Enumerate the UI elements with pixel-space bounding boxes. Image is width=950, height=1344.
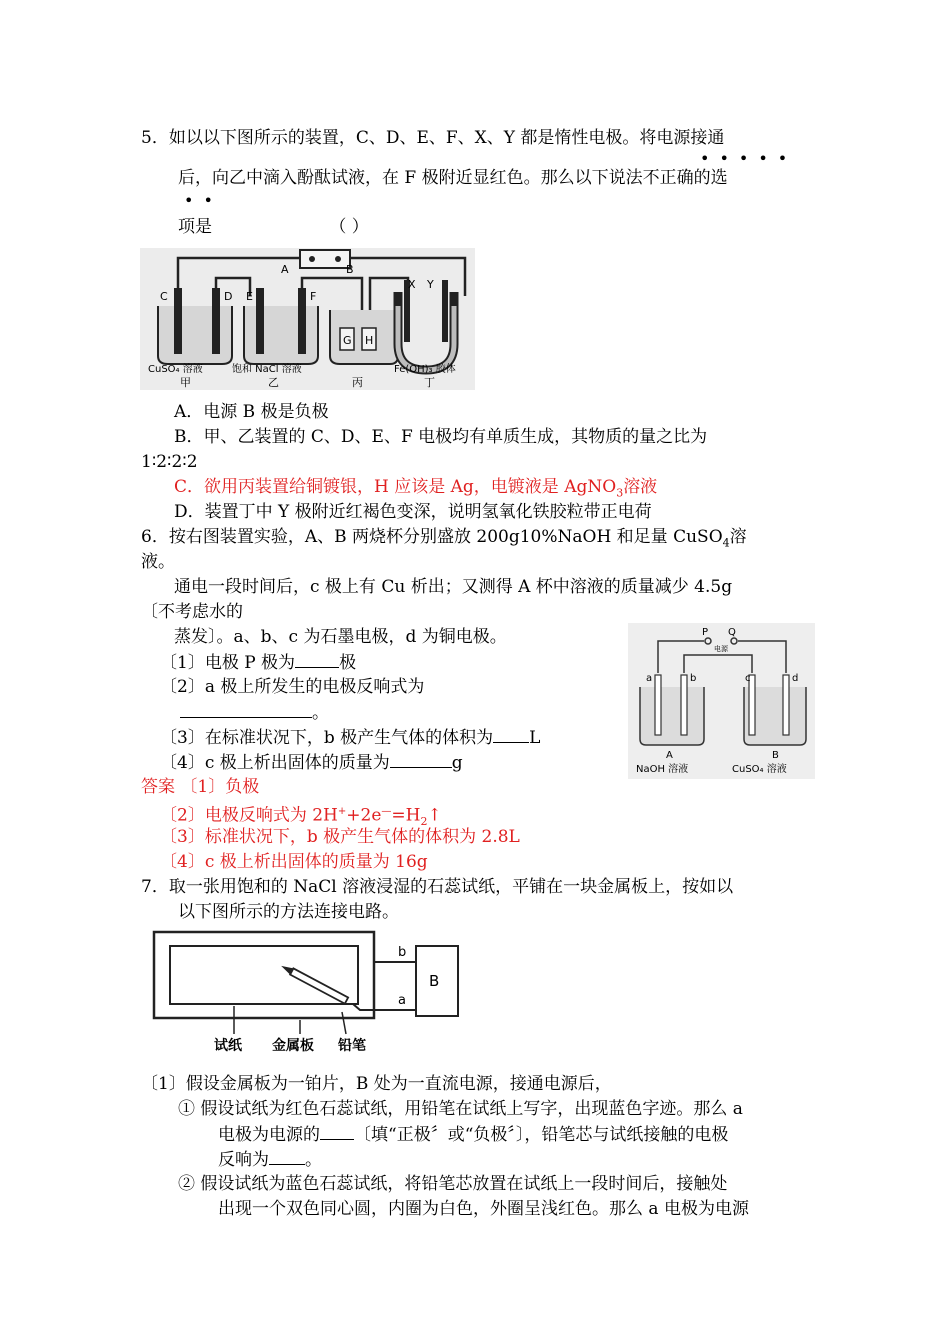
electrode-e: E [246, 290, 253, 303]
cup-b: B [772, 750, 779, 761]
q6-line-2: 液。 [141, 552, 175, 572]
q6-sub-1: 〔1〕电极 P 极为 极 [160, 653, 357, 673]
electrode-y: Y [427, 278, 434, 291]
label-plate: 金属板 [272, 1038, 314, 1054]
electrode-g: G [343, 334, 352, 347]
q6-answer-3: 〔3〕标准状况下，b 极产生气体的体积为 2.8L [160, 827, 520, 847]
q7-part-1-i-line-1: ① 假设试纸为红色石蕊试纸，用铅笔在试纸上写字，出现蓝色字迹。那么 a [178, 1099, 743, 1119]
label-power: 电源 [714, 645, 728, 653]
blank-2[interactable] [180, 701, 312, 718]
electrode-x: X [408, 278, 416, 291]
q6-answer-2: 〔2〕电极反响式为 $2H^++2e^—=H_2↑$ [160, 805, 442, 829]
sol-b: CuSO₄ 溶液 [732, 764, 787, 775]
name-bing: 丙 [352, 376, 363, 389]
q5-option-b-ratio: 1∶2∶2∶2 [141, 452, 198, 472]
q7-circuit-figure [148, 924, 460, 1060]
electrode-c: C [160, 290, 168, 303]
blank-3[interactable] [493, 726, 529, 743]
label-b: b [398, 945, 407, 960]
q7-part-1-ii-line-2: 出现一个双色同心圆，内圈为白色，外圈呈浅红色。那么 a 电极为电源 [218, 1199, 749, 1219]
electrode-f: F [310, 290, 317, 303]
name-ding: 丁 [424, 376, 435, 389]
label-p: P [702, 627, 709, 638]
q5-line-3: 项是 （ ） [178, 217, 369, 237]
q7-line-1: 7．取一张用饱和的 NaCl 溶液浸湿的石蕊试纸，平铺在一块金属板上，按如以 [141, 877, 734, 897]
label-c: c [745, 673, 751, 684]
label-q: Q [728, 627, 736, 638]
label-a: a [646, 673, 653, 684]
q6-line-1: 6．按右图装置实验，A、B 两烧杯分别盛放 200g10%NaOH 和足量 CuSO$_4$溶 [141, 527, 747, 550]
q6-answer-1: 答案 〔1〕负极 [141, 777, 260, 797]
box-b: B [429, 972, 440, 990]
q6-line-5: 蒸发〕。a、b、c 为石墨电极，d 为铜电极。 [174, 627, 507, 647]
q6-answer-4: 〔4〕c 极上析出固体的质量为 16g [160, 852, 428, 872]
q7-part-1-i-line-3: 反响为 。 [218, 1150, 322, 1170]
label-a: A [281, 263, 289, 276]
blank-1[interactable] [295, 651, 339, 668]
q5-line-2: 后，向乙中滴入酚酞试液，在 F 极附近显红色。那么以下说法不正确的选 [178, 168, 728, 188]
sol-a: NaOH 溶液 [636, 764, 689, 775]
name-jia: 甲 [180, 376, 191, 389]
q7-part-1-ii-line-1: ② 假设试纸为蓝色石蕊试纸，将铅笔芯放置在试纸上一段时间后，接触处 [178, 1174, 728, 1194]
q7-line-2: 以下图所示的方法连接电路。 [178, 902, 399, 922]
q6-sub-2: 〔2〕a 极上所发生的电极反响式为 [160, 677, 425, 697]
sol-yi: 饱和 NaCl 溶液 [232, 364, 302, 375]
q5-option-d: D．装置丁中 Y 极附近红褐色变深，说明氢氧化铁胶粒带正电荷 [174, 502, 652, 522]
q5-emphasis-dots: ••••• [700, 149, 798, 168]
sol-ding: Fe(OH)₃ 胶体 [394, 364, 456, 375]
label-b: B [346, 263, 354, 276]
q6-sub-2-blank: 。 [180, 701, 329, 724]
label-a: a [398, 993, 406, 1008]
q5-option-a: A．电源 B 极是负极 [174, 402, 329, 422]
label-pencil: 铅笔 [338, 1038, 366, 1054]
name-yi: 乙 [268, 376, 279, 389]
q5-option-b: B．甲、乙装置的 C、D、E、F 电极均有单质生成，其物质的量之比为 [174, 427, 708, 447]
q7-part-1-i-line-2: 电极为电源的 〔填“正极〞或“负极〞〕，铅笔芯与试纸接触的电极 [218, 1125, 729, 1145]
electrode-d: D [224, 290, 233, 303]
q6-line-4: 〔不考虑水的 [141, 602, 243, 622]
blank-6[interactable] [269, 1148, 305, 1165]
cup-a: A [666, 750, 673, 761]
q6-line-3: 通电一段时间后，c 极上有 Cu 析出；又测得 A 杯中溶液的质量减少 4.5g [174, 577, 733, 597]
q5-emphasis-dots-2: •• [184, 191, 223, 210]
q5-apparatus-figure [140, 248, 475, 390]
q6-sub-4: 〔4〕c 极上析出固体的质量为 g [160, 753, 463, 773]
blank-4[interactable] [390, 751, 452, 768]
label-b: b [690, 673, 697, 684]
label-paper: 试纸 [214, 1038, 242, 1054]
blank-5[interactable] [320, 1123, 354, 1140]
q5-option-c: C．欲用丙装置给铜镀银，H 应该是 Ag，电镀液是 AgNO$_3$溶液 [174, 477, 658, 500]
q6-sub-3: 〔3〕在标准状况下，b 极产生气体的体积为 L [160, 728, 541, 748]
q7-part-1: 〔1〕假设金属板为一铂片，B 处为一直流电源，接通电源后， [141, 1074, 612, 1094]
electrode-h: H [365, 334, 374, 347]
sol-jia: CuSO₄ 溶液 [148, 364, 203, 375]
q5-line-1: 5．如以以下图所示的装置，C、D、E、F、X、Y 都是惰性电极。将电源接通 [141, 128, 725, 148]
q6-apparatus-figure [628, 623, 815, 779]
label-d: d [792, 673, 799, 684]
